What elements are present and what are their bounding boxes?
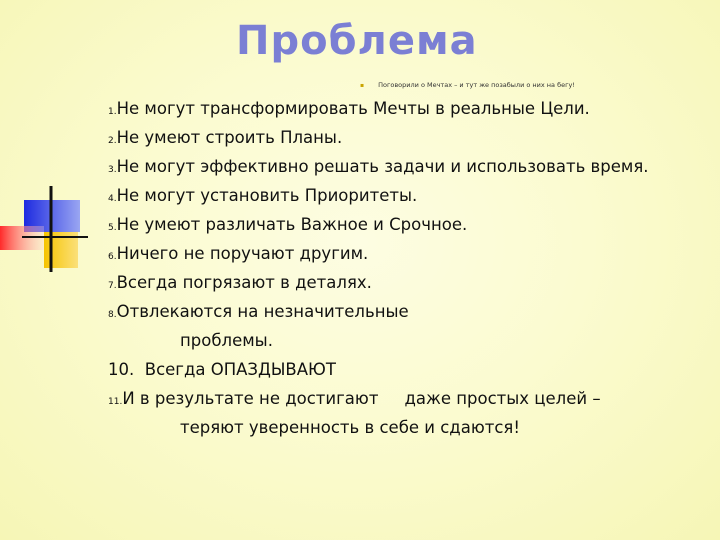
list-item-continuation: теряют уверенность в себе и сдаются! bbox=[180, 418, 520, 437]
list-item: 4.Не могут установить Приоритеты. bbox=[108, 186, 418, 205]
list-item: 7.Всегда погрязают в деталях. bbox=[108, 273, 372, 292]
list-item: 2.Не умеют строить Планы. bbox=[108, 128, 343, 147]
list-item: 1.Не могут трансформировать Мечты в реальные Цели. bbox=[108, 99, 590, 118]
subnote-text: Поговорили о Мечтах – и тут же позабыли о них на бегу! bbox=[378, 81, 575, 89]
decorative-color-blocks bbox=[0, 0, 90, 290]
slide-title: Проблема bbox=[236, 18, 478, 64]
list-item: 5.Не умеют различать Важное и Срочное. bbox=[108, 215, 468, 234]
list-item: 3.Не могут эффективно решать задачи и использовать время. bbox=[108, 157, 649, 176]
bullet-icon: ▪ bbox=[360, 82, 365, 89]
list-item-continuation: проблемы. bbox=[180, 331, 273, 350]
list-item: 8.Отвлекаются на незначительные bbox=[108, 302, 409, 321]
problem-list bbox=[108, 94, 708, 442]
list-item: 11.И в результате не достигают даже простых целей – bbox=[108, 389, 601, 408]
list-item: 10. Всегда ОПАЗДЫВАЮТ bbox=[108, 360, 336, 379]
slide-subnote bbox=[360, 81, 575, 89]
list-item: 6.Ничего не поручают другим. bbox=[108, 244, 369, 263]
